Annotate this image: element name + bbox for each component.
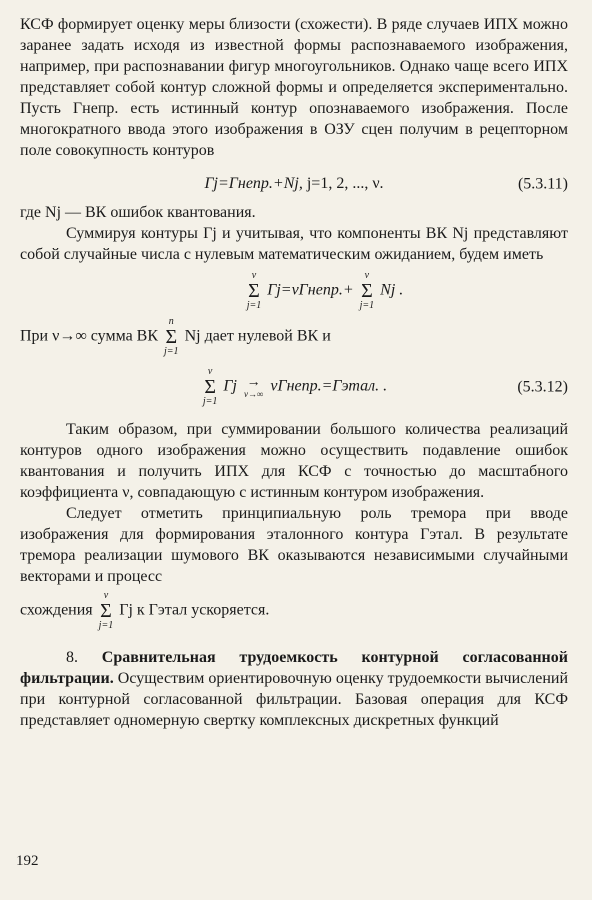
- convergence-line: схождения ν Σ j=1 Γj к Γэтал ускоряется.: [20, 590, 270, 631]
- limit-arrow: → ν→∞: [243, 374, 264, 399]
- equation-rhs: νΓнепр.=Γэтал. .: [270, 377, 388, 395]
- paragraph-summing: Суммируя контуры Γj и учитывая, что компоненты ВК Nj представляют собой случайные числа с нулевым математическим ожиданием, будем иметь: [20, 225, 568, 263]
- limit-line: При ν→∞ сумма ВК n Σ j=1 Nj дает нулевой ВК и: [20, 316, 331, 357]
- page-body: [20, 14, 568, 731]
- sum-symbol: ν Σ j=1: [359, 270, 375, 311]
- section-title: Сравнительная трудоемкость контурной согласованной фильтрации.: [20, 649, 568, 687]
- equation-5-3-11: [20, 173, 568, 194]
- page-number: 192: [16, 853, 39, 869]
- equation-range: j=1, 2, ..., ν.: [306, 175, 384, 192]
- section-number: 8.: [66, 649, 78, 666]
- equation-mid: Γj=νΓнепр.+: [267, 281, 354, 299]
- sum-symbol: n Σ j=1: [164, 316, 179, 357]
- paragraph-intro: КСФ формирует оценку меры близости (схожести). В ряде случаев ИПХ можно заранее задать исходя из известной формы распознаваемого изображения, например, при распознавании фигур многоугольников. Однако чаще всего ИПХ представляет собой контур сложной формы и определяется экспериментально. Пусть Γнепр. есть истинный контур опознаваемого изображения. После многократного ввода этого изображения в ОЗУ сцен получим в рецепторном поле совокупность контуров: [20, 16, 568, 159]
- paragraph-conclusion: Таким образом, при суммировании большого количества реализаций контуров одного изображения можно осуществить подавление ошибок квантования и получить ИПХ для КСФ с точностью до масштабного коэффициента ν, совпадающую с истинным контуром изображения.: [20, 421, 568, 501]
- sum-symbol: ν Σ j=1: [98, 590, 114, 631]
- equation-lhs: Γj=Γнепр.+Nj,: [204, 175, 303, 192]
- section-text: Осуществим ориентировочную оценку трудоемкости вычислений при контурной согласованной фильтрации. Базовая операция для КСФ представляет одномерную свертку комплексных дискретных функций: [20, 670, 569, 729]
- equation-number: (5.3.12): [517, 378, 568, 396]
- where-clause: где Nj — ВК ошибок квантования.: [20, 204, 256, 221]
- equation-5-3-12: [20, 367, 568, 407]
- section-8: [20, 647, 568, 731]
- equation-tail: Nj .: [380, 281, 404, 299]
- paragraph-tremor: Следует отметить принципиальную роль тремора при вводе изображения для формирования эталонного контура Γэтал. В результате тремора реализации шумового ВК оказываются независимыми случайными векторами и процесс: [20, 505, 568, 585]
- sum-symbol: ν Σ j=1: [246, 270, 262, 311]
- equation-sum: [20, 271, 568, 311]
- equation-number: (5.3.11): [517, 175, 568, 192]
- sum-symbol: ν Σ j=1: [202, 366, 218, 407]
- equation-gamma: Γj: [223, 377, 237, 395]
